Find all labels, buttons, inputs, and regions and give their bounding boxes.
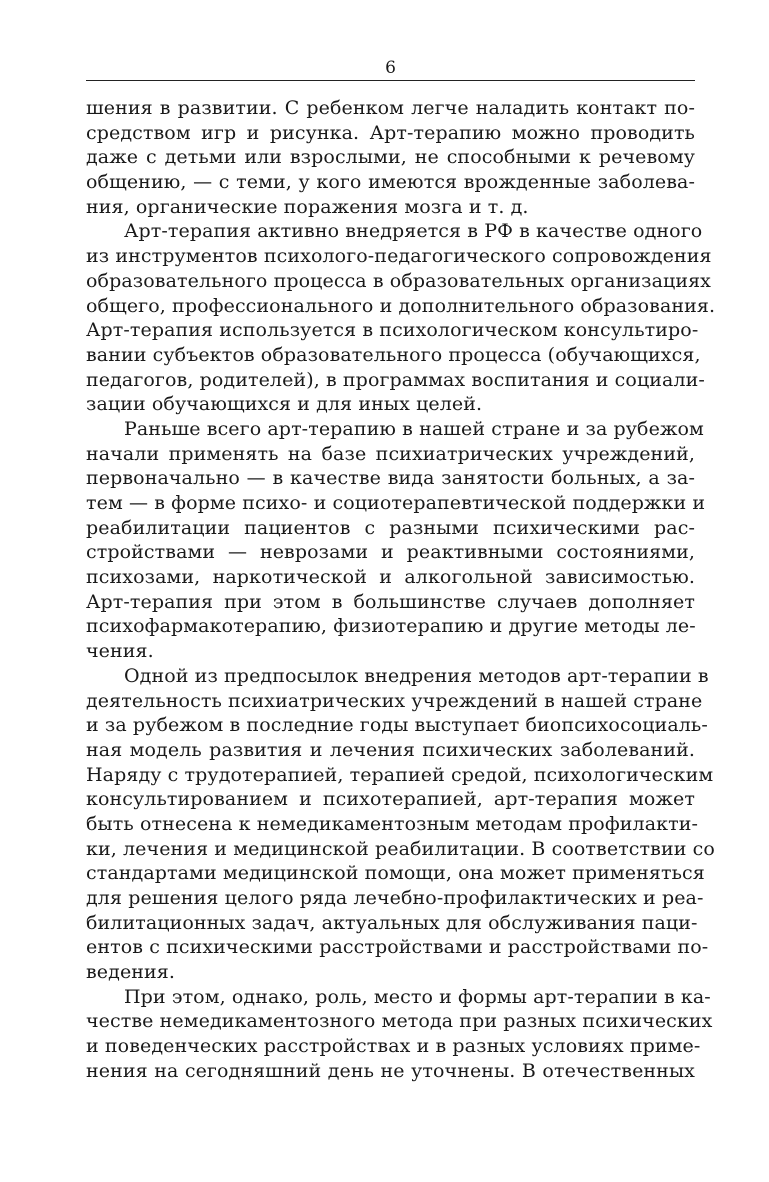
text-line: Наряду с трудотерапией, терапией средой, психологическим	[86, 763, 714, 786]
text-line: психофармакотерапию, физиотерапию и другие методы ле-	[86, 615, 696, 638]
text-line: деятельность психиатрических учреждений в нашей стране	[86, 689, 703, 712]
text-line: стандартами медицинской помощи, она может применяться	[86, 862, 705, 885]
text-line: зации обучающихся и для иных целей.	[86, 393, 483, 416]
paragraph	[86, 664, 715, 985]
body-text	[86, 96, 716, 1084]
paragraph	[86, 417, 706, 664]
text-line: чения.	[86, 640, 154, 663]
text-line: для решения целого ряда лечебно-профилактических и реа-	[86, 887, 704, 909]
paragraph	[86, 985, 713, 1084]
text-line: шения в развитии. С ребенком легче наладить контакт по-	[86, 97, 695, 119]
text-line: из инструментов психолого-педагогического сопровождения	[86, 245, 712, 268]
paragraph	[86, 219, 716, 417]
text-line: реабилитации пациентов с разными психическими рас-	[86, 516, 695, 539]
text-line: первоначально — в качестве вида занятости больных, а за-	[86, 467, 695, 490]
paragraph	[86, 96, 695, 219]
text-line: Арт-терапия при этом в большинстве случаев дополняет	[86, 590, 695, 613]
text-line: ведения.	[86, 961, 176, 984]
text-line: При этом, однако, роль, место и формы арт-терапии в ка-	[124, 985, 711, 1008]
header-rule	[86, 80, 695, 81]
text-line: нения на сегодняшний день не уточнены. В отечественных	[86, 1059, 695, 1082]
text-line: консультированием и психотерапией, арт-терапия может	[86, 788, 695, 811]
page-number: 6	[385, 58, 396, 78]
text-line: Арт-терапия используется в психологическом консультиро-	[86, 319, 699, 342]
text-line: общению, — с теми, у кого имеются врожденные заболева-	[86, 171, 695, 194]
text-line: ки, лечения и медицинской реабилитации. В соответствии со	[86, 837, 715, 860]
text-line: ная модель развития и лечения психических заболеваний.	[86, 738, 695, 761]
text-line: стройствами — неврозами и реактивными состояниями,	[86, 541, 695, 564]
text-line: тем — в форме психо- и социотерапевтической поддержки и	[86, 492, 706, 514]
text-line: Арт-терапия активно внедряется в РФ в качестве одного	[124, 220, 703, 243]
text-line: и поведенческих расстройствах и в разных условиях приме-	[86, 1035, 701, 1058]
text-line: билитационных задач, актуальных для обслуживания паци-	[86, 911, 698, 934]
text-line: общего, профессионального и дополнительного образования.	[86, 294, 716, 317]
text-line: вании субъектов образовательного процесса (обучающихся,	[86, 343, 701, 366]
text-line: быть отнесена к немедикаментозным методам профилакти-	[86, 812, 699, 835]
text-line: ентов с психическими расстройствами и расстройствами по-	[86, 936, 709, 959]
text-line: средством игр и рисунка. Арт-терапию можно проводить	[86, 121, 695, 144]
text-line: начали применять на базе психиатрических учреждений,	[86, 442, 695, 465]
text-line: и за рубежом в последние годы выступает биопсихосоциаль-	[86, 714, 708, 737]
text-line: даже с детьми или взрослыми, не способными к речевому	[86, 146, 695, 169]
text-line: Раньше всего арт-терапию в нашей стране и за рубежом	[124, 417, 704, 440]
text-line: честве немедикаментозного метода при разных психических	[86, 1010, 713, 1033]
text-line: педагогов, родителей), в программах воспитания и социали-	[86, 368, 705, 391]
text-line: Одной из предпосылок внедрения методов арт-терапии в	[124, 664, 709, 687]
text-line: психозами, наркотической и алкогольной зависимостью.	[86, 566, 695, 589]
text-line: образовательного процесса в образовательных организациях	[86, 269, 712, 292]
text-line: ния, органические поражения мозга и т. д.	[86, 195, 529, 218]
